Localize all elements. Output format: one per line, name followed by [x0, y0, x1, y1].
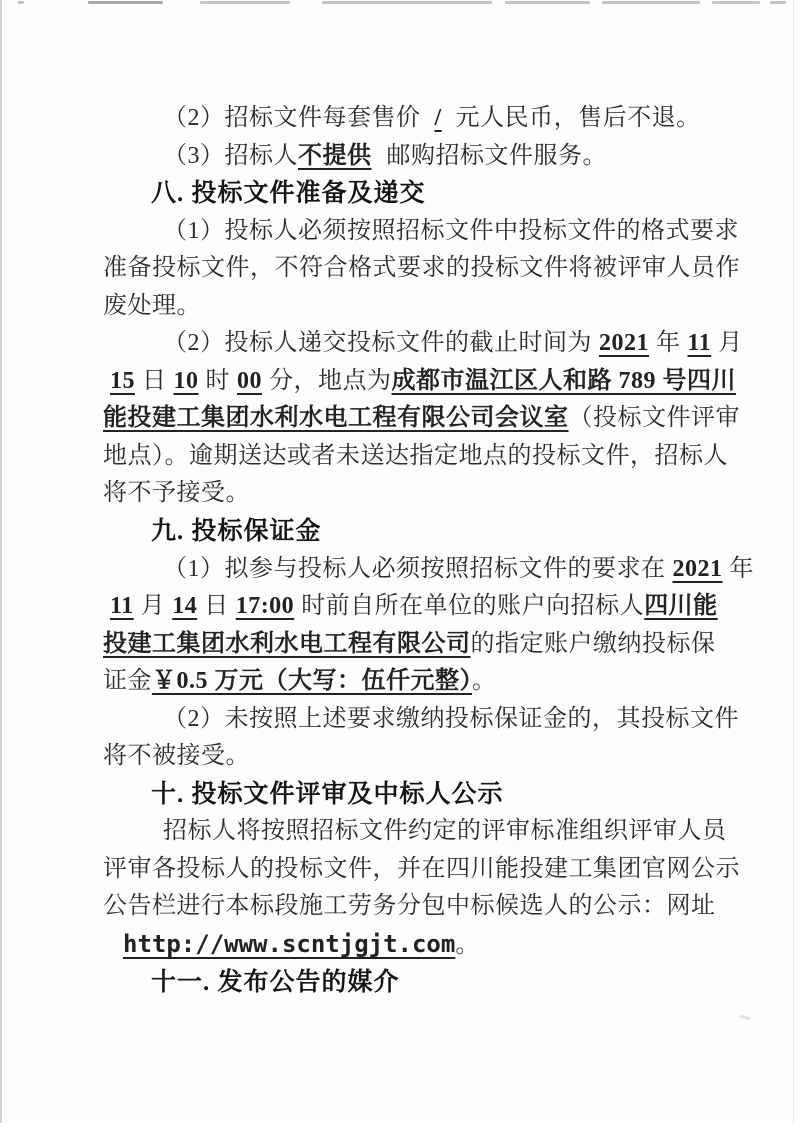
para-9-1-line-1 — [103, 551, 754, 589]
text-run: 证金 — [103, 668, 152, 695]
text-run: 月 — [718, 330, 743, 357]
para-10-line-1: 招标人将按照招标文件约定的评审标准组织评审人员 — [163, 818, 727, 845]
bidder-name-part-1: 四川能 — [644, 593, 718, 620]
scan-dash — [770, 1, 786, 4]
text-run: （投标文件评审 — [568, 405, 740, 432]
para-8-2-line-5: 将不予接受。 — [103, 480, 250, 507]
para-9-1-line-4 — [103, 663, 709, 701]
text-run: 。 — [455, 932, 480, 959]
price-clause-line — [103, 100, 709, 138]
para-8-2-line-2 — [103, 363, 736, 401]
text-run: 邮购招标文件服务。 — [386, 142, 607, 169]
text-run: 年 — [656, 330, 681, 357]
section-10-heading: 十. 投标文件评审及中标人公示 — [151, 780, 504, 808]
para-9-2-line-1: （2）未按照上述要求缴纳投标保证金的，其投标文件 — [163, 705, 739, 732]
text-run: 时 — [205, 367, 230, 394]
para-8-2-line-1 — [103, 325, 743, 363]
scan-speck — [740, 1015, 750, 1021]
text-run: 月 — [140, 593, 166, 620]
text-run: 分，地点为 — [269, 367, 392, 394]
bidder-name-part-2: 投建工集团水利水电工程有限公司 — [103, 630, 471, 657]
scan-dash — [602, 1, 700, 4]
text-run: 的指定账户缴纳投标保 — [470, 630, 716, 657]
para-9-1-line-3 — [103, 626, 716, 664]
website-url: http://www.scntjgjt.com — [123, 930, 456, 959]
text-run: （2）投标人递交投标文件的截止时间为 — [163, 330, 592, 357]
text-run: 。 — [472, 668, 497, 695]
scan-dash — [18, 1, 24, 4]
scan-dash — [712, 1, 760, 4]
mail-service-clause-line — [103, 138, 709, 176]
scan-edge-left — [0, 0, 2, 1123]
scan-dash — [322, 1, 492, 4]
venue-bold-part-2: 能投建工集团水利水电工程有限公司会议室 — [103, 405, 569, 432]
text-run: 时前自所在单位的账户向招标人 — [301, 593, 645, 620]
scan-dash — [200, 1, 290, 4]
para-9-1-line-2 — [103, 588, 718, 626]
deposit-amount: ￥0.5 万元（大写：伍仟元整） — [152, 668, 472, 695]
deposit-month: 11 — [110, 593, 134, 620]
deadline-minute: 00 — [237, 367, 262, 394]
text-run: 日 — [204, 593, 229, 620]
section-11-heading: 十一. 发布公告的媒介 — [151, 968, 400, 996]
para-10-line-3: 公告栏进行本标段施工劳务分包中标候选人的公示：网址 — [103, 893, 716, 920]
venue-bold-part-1: 成都市温江区人和路 789 号四川 — [391, 367, 736, 394]
deadline-day: 15 — [110, 367, 135, 394]
text-run: 元人民币，售后不退。 — [455, 105, 701, 131]
deadline-month: 11 — [687, 330, 712, 357]
price-blank-value: / — [434, 105, 442, 131]
deposit-time: 17:00 — [235, 593, 295, 620]
deadline-year: 2021 — [599, 330, 649, 357]
deadline-hour: 10 — [173, 367, 199, 394]
text-run: （2）招标文件每套售价 — [163, 105, 421, 131]
para-8-1-line-2: 准备投标文件，不符合格式要求的投标文件将被评审人员作 — [103, 255, 740, 282]
text-run: （3）招标人 — [163, 142, 298, 169]
para-8-2-line-3 — [103, 400, 740, 438]
document-body — [103, 100, 754, 1001]
para-8-2-line-4: 地点）。逾期送达或者未送达指定地点的投标文件，招标人 — [103, 442, 728, 469]
scan-dash — [505, 1, 590, 4]
deposit-year: 2021 — [672, 555, 723, 582]
text-run: 日 — [142, 367, 167, 394]
para-9-2-line-2: 将不被接受。 — [103, 743, 250, 770]
para-8-1-line-1: （1）投标人必须按照招标文件中投标文件的格式要求 — [163, 217, 739, 244]
text-run: （1）拟参与投标人必须按照招标文件的要求在 — [163, 555, 666, 582]
website-url-line — [103, 926, 709, 964]
para-10-line-2: 评审各投标人的投标文件，并在四川能投建工集团官网公示 — [103, 855, 740, 882]
section-9-heading: 九. 投标保证金 — [151, 518, 322, 546]
deposit-day: 14 — [172, 593, 198, 620]
para-8-1-line-3: 废处理。 — [103, 292, 201, 319]
no-mail-value: 不提供 — [298, 142, 372, 169]
text-run: 年 — [729, 555, 754, 582]
section-8-heading: 八. 投标文件准备及递交 — [151, 180, 426, 208]
scan-dash — [88, 1, 163, 4]
